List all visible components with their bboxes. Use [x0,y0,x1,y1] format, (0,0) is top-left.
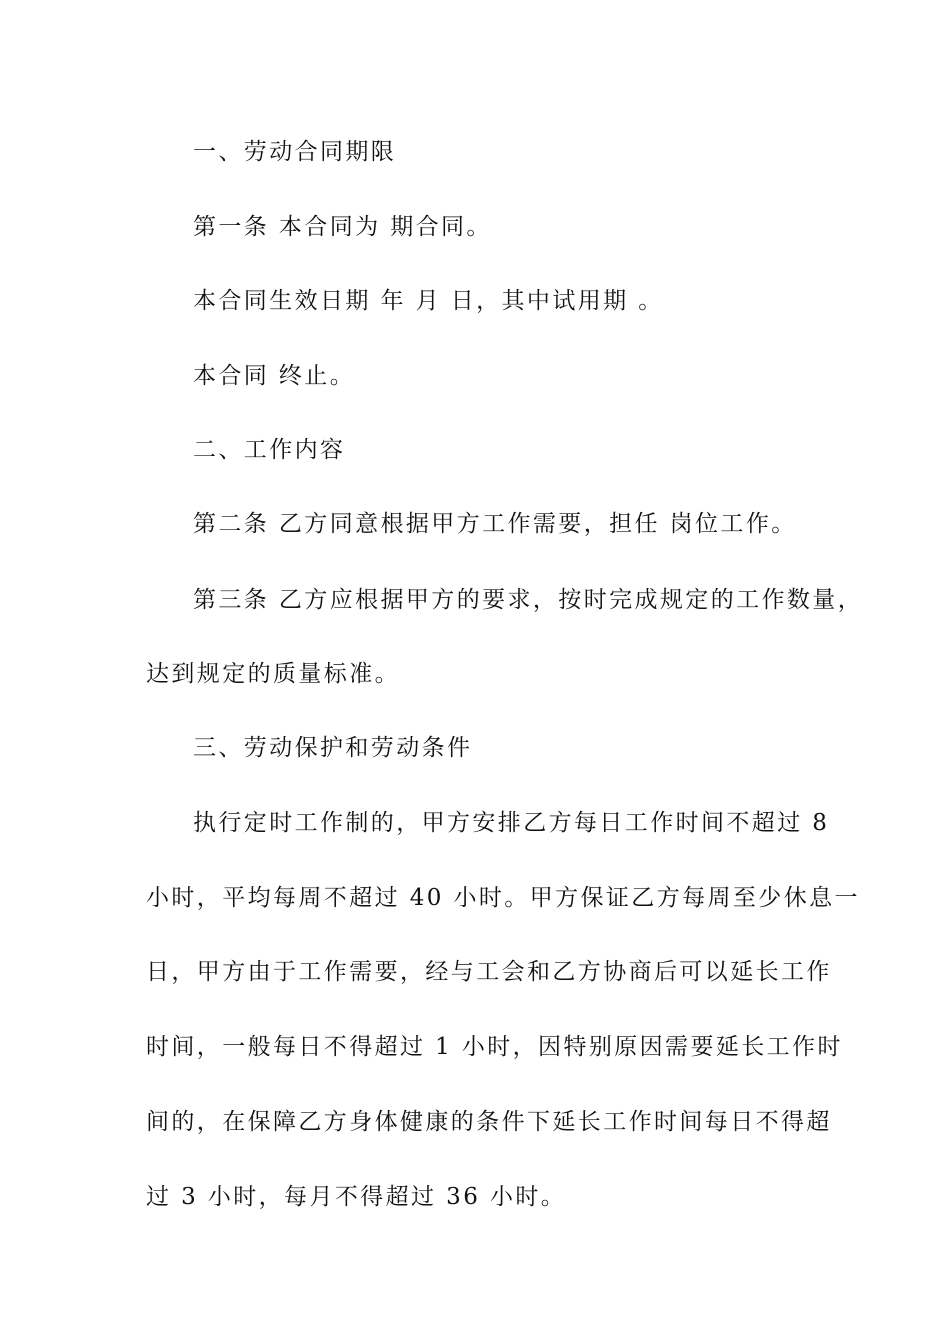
working-hours-line-2: 小时，平均每周不超过 40 小时。甲方保证乙方每周至少休息一 [146,885,860,911]
article-3-line-1: 第三条 乙方应根据甲方的要求，按时完成规定的工作数量， [193,587,864,613]
article-2-paragraph: 第二条 乙方同意根据甲方工作需要，担任 岗位工作。 [193,511,797,537]
section-heading-contract-term: 一、劳动合同期限 [193,139,397,165]
working-hours-line-1: 执行定时工作制的，甲方安排乙方每日工作时间不超过 8 [193,810,830,836]
working-hours-line-6: 过 3 小时，每月不得超过 36 小时。 [146,1184,567,1210]
section-heading-labor-protection: 三、劳动保护和劳动条件 [193,735,473,761]
working-hours-line-5: 间的，在保障乙方身体健康的条件下延长工作时间每日不得超 [146,1109,832,1135]
termination-paragraph: 本合同 终止。 [193,363,356,389]
working-hours-line-4: 时间，一般每日不得超过 1 小时，因特别原因需要延长工作时 [146,1034,843,1060]
effective-date-paragraph: 本合同生效日期 年 月 日，其中试用期 。 [193,288,664,314]
article-3-line-2: 达到规定的质量标准。 [146,661,400,687]
article-1-paragraph: 第一条 本合同为 期合同。 [193,214,492,240]
working-hours-line-3: 日，甲方由于工作需要，经与工会和乙方协商后可以延长工作 [146,959,832,985]
section-heading-work-content: 二、工作内容 [193,437,346,463]
